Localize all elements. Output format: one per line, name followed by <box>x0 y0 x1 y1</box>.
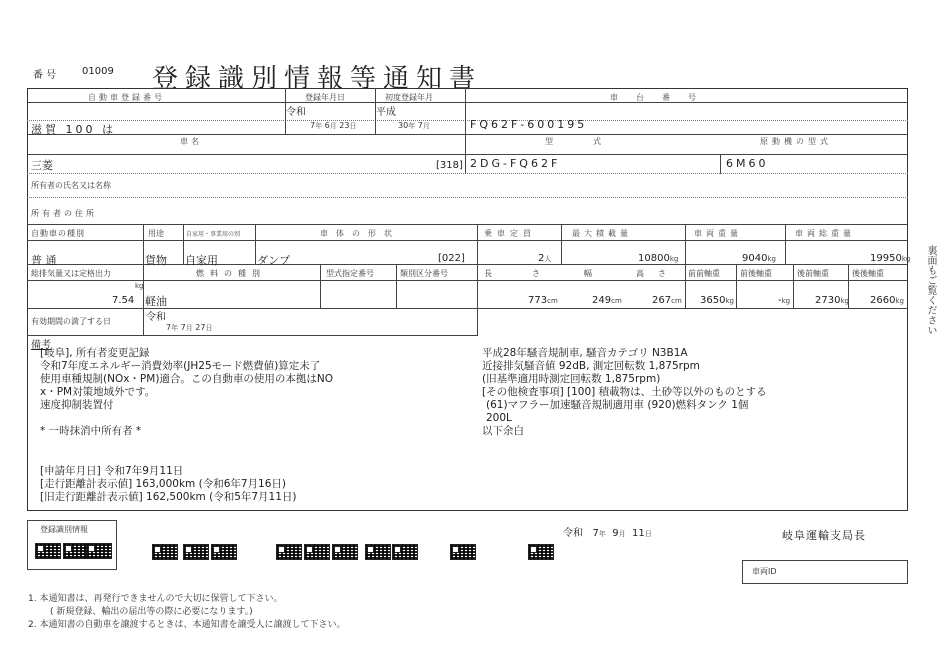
fuel-value: 軽油 <box>145 295 167 308</box>
vehicle-kind-value: 普 通 <box>31 254 57 267</box>
length-header: 長さ <box>484 269 580 278</box>
footer-notes <box>28 593 345 632</box>
number-label: 番 号 <box>33 70 57 81</box>
note-line <box>40 412 333 425</box>
note-line: 速度抑制装置付 <box>40 399 114 411</box>
model-value: 2DG-FQ62F <box>470 157 561 170</box>
qr-code-icon <box>450 544 476 560</box>
note-line: [その他検査事項] [100] 積載物は、土砂等以外のものとする <box>482 386 767 398</box>
fr-axle-value: -kg <box>778 295 791 306</box>
private-value: 自家用 <box>185 254 218 267</box>
owner-address-label: 所有者の住所 <box>31 209 97 218</box>
qr-code-icon <box>183 544 209 560</box>
body-code: [022] <box>438 253 465 264</box>
qr-code-icon <box>211 544 237 560</box>
reg-id-label: 登録識別情報 <box>40 525 88 534</box>
reg-number-header: 自動車登録番号 <box>88 93 165 102</box>
capacity-header: 乗車定員 <box>484 229 536 238</box>
owner-name-label: 所有者の氏名又は名称 <box>31 181 111 190</box>
qr-code-icon <box>35 543 61 559</box>
qr-code-icon <box>152 544 178 560</box>
use-value: 貨物 <box>145 254 167 267</box>
page-title: 登録識別情報等通知書 <box>152 64 483 94</box>
reg-date-value: 7年 6月 23日 <box>310 121 357 130</box>
notes-right <box>482 347 767 438</box>
reg-era: 令和 <box>286 107 306 118</box>
qr-code-icon <box>332 544 358 560</box>
chassis-no-value: FQ62F-600195 <box>470 118 588 131</box>
footer-note: ( 新規登録、輸出の届出等の際に必要になります。) <box>50 607 253 617</box>
footer-note: 2. 本通知書の自動車を譲渡するときは、本通知書を譲受人に譲渡して下さい。 <box>28 620 346 630</box>
model-code: [318] <box>436 160 463 171</box>
vehicle-id-label: 車両ID <box>752 567 777 576</box>
car-name-value: 三菱 <box>31 159 53 172</box>
gross-weight-value: 19950kg <box>870 253 911 264</box>
engine-model-value: 6M60 <box>726 157 769 170</box>
note-line: 200L <box>486 412 512 424</box>
expiry-era: 令和 <box>146 312 166 323</box>
note-line: 令和7年度エネルギー消費効率(JH25モード燃費値)算定未了 <box>40 360 321 372</box>
engine-model-header: 原動機の型式 <box>760 137 832 146</box>
max-load-value: 10800kg <box>638 253 679 264</box>
note-line: 平成28年騒音規制車, 騒音カテゴリ N3B1A <box>482 347 688 359</box>
qr-code-icon <box>365 544 391 560</box>
height-value: 267cm <box>652 295 682 306</box>
side-note: 裏面もご覧ください <box>925 245 936 335</box>
document-number: 01009 <box>82 66 114 77</box>
height-header: 高さ <box>636 269 680 278</box>
qr-code-icon <box>392 544 418 560</box>
note-line: 以下余白 <box>482 425 524 437</box>
notes-bottom <box>40 465 297 504</box>
rr-axle-value: 2660kg <box>870 295 904 306</box>
displacement-header: 総排気量又は定格出力 <box>31 269 111 278</box>
category-number-header: 類別区分番号 <box>400 269 448 278</box>
note-line: 近接排気騒音値 92dB, 測定回転数 1,875rpm <box>482 360 700 372</box>
car-name-header: 車名 <box>180 137 202 146</box>
ff-axle-header: 前前軸重 <box>688 269 720 278</box>
note-line: [走行距離計表示値] 163,000km (令和6年7月16日) <box>40 478 287 490</box>
issue-date: 令和 7年 9月 11日 <box>563 528 652 539</box>
note-line: 使用車種規制(NOx・PM)適合。この自動車の使用の本拠はNO <box>40 373 334 385</box>
note-line: [申請年月日] 令和7年9月11日 <box>40 465 184 477</box>
body-shape-value: ダンプ <box>257 254 291 267</box>
vehicle-weight-header: 車両重量 <box>694 229 742 238</box>
rr-axle-header: 後後軸重 <box>852 269 884 278</box>
reg-number-value: 滋賀 100 は <box>31 123 116 136</box>
qr-code-icon <box>86 543 112 559</box>
fr-axle-header: 前後軸重 <box>740 269 772 278</box>
qr-code-icon <box>528 544 554 560</box>
rf-axle-value: 2730kg <box>815 295 849 306</box>
qr-code-icon <box>276 544 302 560</box>
width-value: 249cm <box>592 295 622 306</box>
chassis-no-header: 車台番号 <box>610 93 714 102</box>
capacity-value: 2人 <box>538 253 552 264</box>
rf-axle-header: 後前軸重 <box>797 269 829 278</box>
vehicle-kind-header: 自動車の種別 <box>31 229 85 238</box>
expiry-label: 有効期間の満了する日 <box>31 317 111 326</box>
type-designation-header: 型式指定番号 <box>326 269 374 278</box>
fuel-header: 燃料の種別 <box>196 269 266 278</box>
use-sub-header: 自家用・事業用の別 <box>186 231 241 238</box>
note-line: [旧走行距離計表示値] 162,500km (令和5年7月11日) <box>40 491 297 503</box>
vehicle-weight-value: 9040kg <box>742 253 776 264</box>
reg-date-header: 登録年月日 <box>305 93 345 102</box>
footer-note: 1. 本通知書は、再発行できませんので大切に保管して下さい。 <box>28 594 283 604</box>
model-header: 型式 <box>545 137 641 146</box>
displacement-unit: kg <box>135 282 144 290</box>
max-load-header: 最大積載量 <box>572 229 632 238</box>
notes-label: 備考 <box>31 340 51 351</box>
displacement-value: 7.54 <box>112 295 135 306</box>
note-line: (旧基準適用時測定回転数 1,875rpm) <box>482 373 661 385</box>
note-line: (61)マフラー加速騒音規制適用車 (920)燃料タンク 1個 <box>486 399 749 411</box>
first-reg-era: 平成 <box>376 107 396 118</box>
qr-code-icon <box>304 544 330 560</box>
expiry-date-value: 7年 7月 27日 <box>166 323 213 332</box>
authority-name: 岐阜運輸支局長 <box>782 529 866 542</box>
gross-weight-header: 車両総重量 <box>795 229 855 238</box>
note-line: * 一時抹消中所有者 * <box>40 425 142 437</box>
ff-axle-value: 3650kg <box>700 295 734 306</box>
width-header: 幅 <box>584 269 592 278</box>
note-line: x・PM対策地域外です。 <box>40 386 156 398</box>
notes-left <box>40 347 333 438</box>
body-shape-header: 車体の形状 <box>320 229 400 238</box>
first-reg-value: 30年 7月 <box>398 121 430 130</box>
first-reg-header: 初度登録年月 <box>385 93 433 102</box>
note-line: [岐阜], 所有者変更記録 <box>40 347 150 359</box>
use-header: 用途 <box>148 229 164 238</box>
length-value: 773cm <box>528 295 558 306</box>
